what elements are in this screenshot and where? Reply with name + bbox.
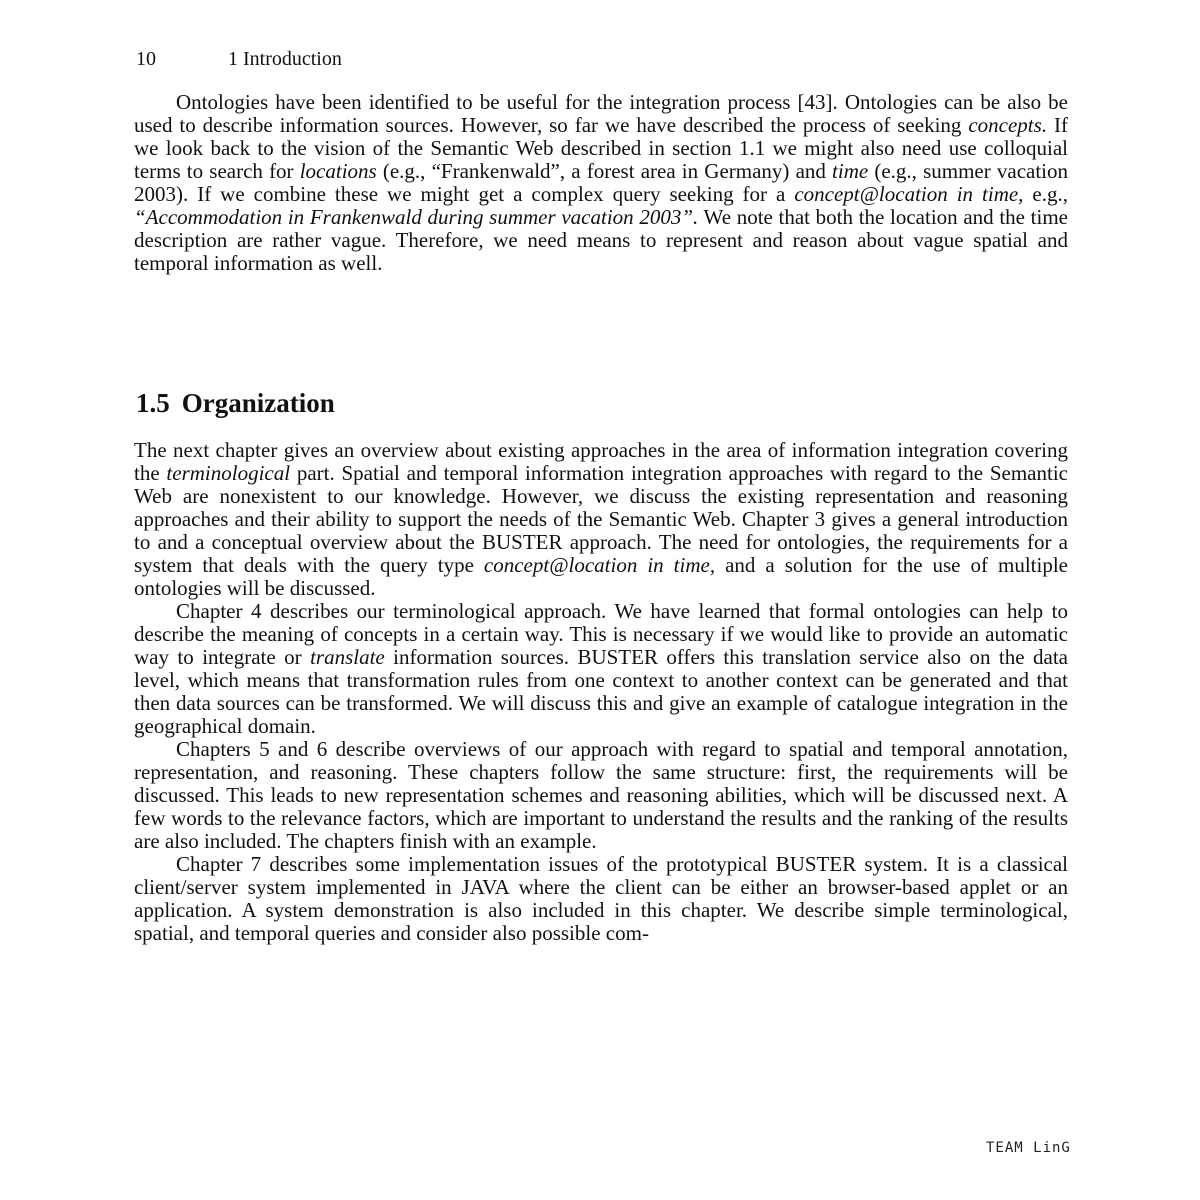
running-head [136, 46, 342, 72]
intro-block [134, 91, 1068, 275]
org-p1-italic-query-type: concept@location in time, [483, 553, 716, 577]
intro-italic-time: time [832, 159, 869, 183]
organization-paragraph-4 [134, 853, 1068, 945]
running-head-chapter: 1 Introduction [228, 48, 342, 70]
intro-italic-query-type: concept@location in time, [794, 182, 1024, 206]
section-heading [136, 386, 335, 420]
org-p2-italic-translate: translate [310, 645, 385, 669]
section-title: Organization [181, 388, 335, 418]
org-p1-italic-terminological: terminological [166, 461, 291, 485]
intro-paragraph [134, 91, 1068, 275]
intro-text-5: e.g., [1023, 182, 1068, 206]
intro-text-4: (e.g., summer vacation 2003). If we combine these we might get a complex query seeking for a [134, 159, 1069, 206]
page-number: 10 [136, 48, 156, 70]
org-p2-text-2: information sources. BUSTER offers this translation service also on the data level, which means that transformation rules from one context to another context can be generated and that then data sources can be transformed. We will discuss this and give an example of catalogue integration in the geographical domain. [134, 645, 1069, 738]
org-p1-text-2: part. Spatial and temporal information integration approaches with regard to the Semantic Web are nonexistent to our knowledge. However, we discuss the existing representation and reasoning approaches and their ability to support the needs of the Semantic Web. Chapter 3 gives a general introduction to and a conceptual overview about the BUSTER approach. The need for ontologies, the requirements for a system that deals with the query type [134, 461, 1068, 577]
intro-text-1: Ontologies have been identified to be useful for the integration process [43]. Ontologies can be also be used to describe information sources. However, so far we have described the process of seeking [134, 90, 1068, 137]
org-p1-text-1: The next chapter gives an overview about existing approaches in the area of information integration covering the [134, 438, 1068, 485]
team-ling-watermark: TEAM LinG [986, 1140, 1071, 1156]
organization-paragraph-3 [134, 738, 1068, 853]
section-number: 1.5 [136, 388, 170, 418]
intro-text-6: We note that both the location and the time description are rather vague. Therefore, we need means to represent and reason about vague spatial and temporal information as well. [134, 205, 1068, 275]
intro-italic-example-query: “Accommodation in Frankenwald during summer vacation 2003”. [134, 205, 699, 229]
org-p1-text-3: and a solution for the use of multiple ontologies will be discussed. [134, 553, 1068, 600]
intro-italic-concepts: concepts. [968, 113, 1048, 137]
organization-paragraph-1 [134, 439, 1068, 600]
org-p2-text-1: Chapter 4 describes our terminological approach. We have learned that formal ontologies can help to describe the meaning of concepts in a certain way. This is necessary if we would like to provide an automatic way to integrate or [134, 599, 1068, 669]
org-p4-text-1: Chapter 7 describes some implementation issues of the prototypical BUSTER system. It is a classical client/server system implemented in JAVA where the client can be either an browser-based applet or an application. A system demonstration is also included in this chapter. We describe simple terminological, spatial, and temporal queries and consider also possible com- [134, 852, 1068, 945]
organization-paragraph-2 [134, 600, 1068, 738]
intro-italic-locations: locations [299, 159, 377, 183]
intro-text-2: If we look back to the vision of the Semantic Web described in section 1.1 we might also need use colloquial terms to search for [134, 113, 1068, 183]
intro-text-3: (e.g., “Frankenwald”, a forest area in Germany) and [376, 159, 833, 183]
organization-block [134, 439, 1068, 945]
org-p3-text-1: Chapters 5 and 6 describe overviews of our approach with regard to spatial and temporal annotation, representation, and reasoning. These chapters follow the same structure: first, the requirements will be discussed. This leads to new representation schemes and reasoning abilities, which will be discussed next. A few words to the relevance factors, which are important to understand the results and the ranking of the results are also included. The chapters finish with an example. [134, 737, 1068, 853]
